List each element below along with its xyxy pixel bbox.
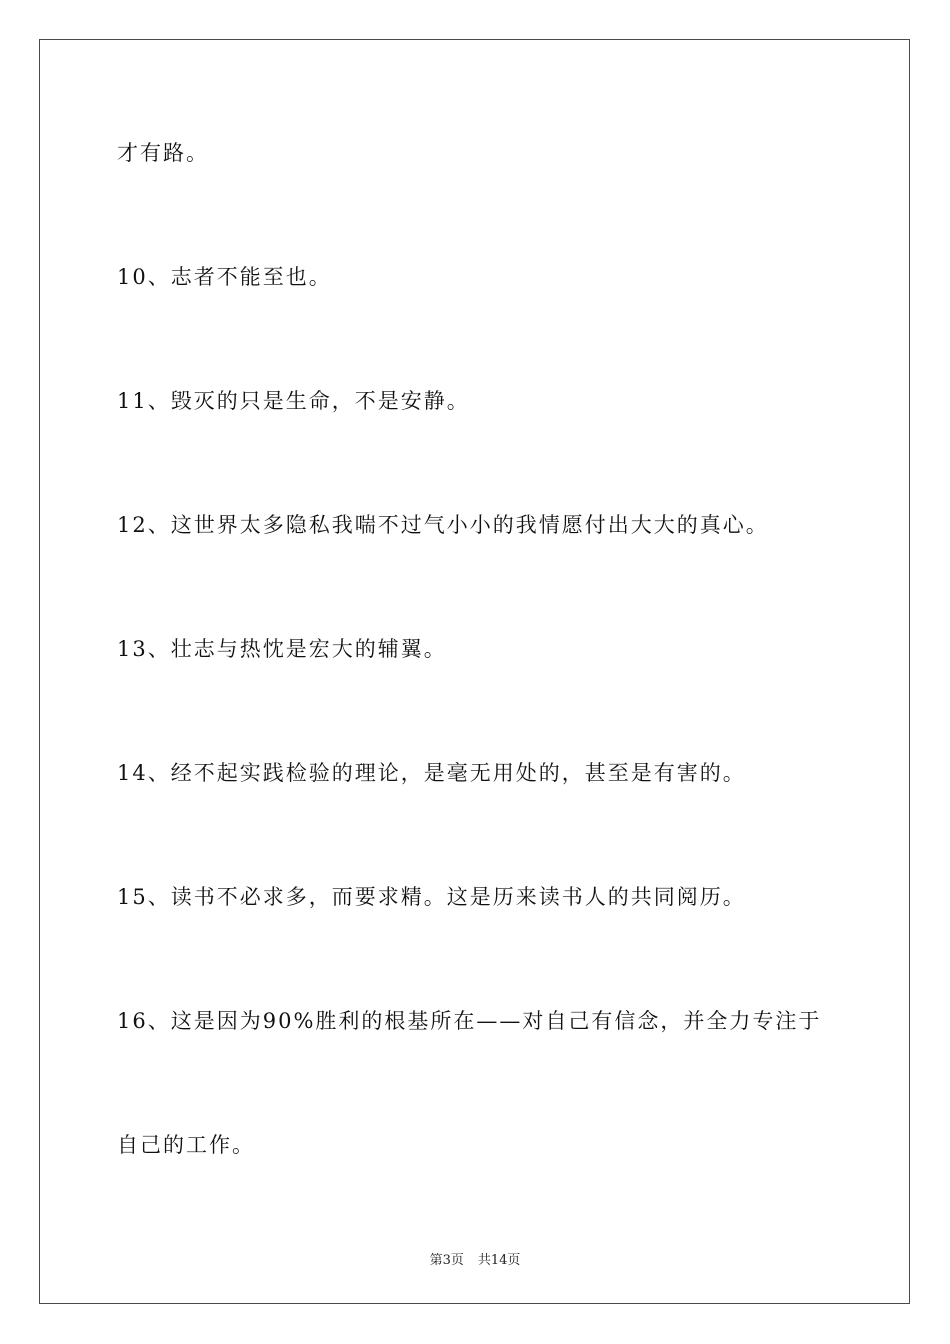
list-item-13: 13、壮志与热忱是宏大的辅翼。: [117, 637, 447, 661]
text-line: 才有路。: [117, 141, 209, 165]
page-border: [39, 39, 910, 1304]
text-line-continuation: 自己的工作。: [117, 1133, 255, 1157]
page-total: 共14页: [477, 1253, 521, 1268]
list-item-16: 16、这是因为90%胜利的根基所在——对自己有信念，并全力专注于: [117, 1009, 822, 1033]
list-item-15: 15、读书不必求多，而要求精。这是历来读书人的共同阅历。: [117, 885, 746, 909]
list-item-14: 14、经不起实践检验的理论，是毫无用处的，甚至是有害的。: [117, 761, 746, 785]
list-item-12: 12、这世界太多隐私我喘不过气小小的我情愿付出大大的真心。: [117, 513, 769, 537]
page-number: 第3页: [429, 1253, 464, 1268]
page-footer: [0, 1249, 950, 1268]
list-item-10: 10、志者不能至也。: [117, 265, 332, 289]
list-item-11: 11、毁灭的只是生命，不是安静。: [117, 389, 470, 413]
